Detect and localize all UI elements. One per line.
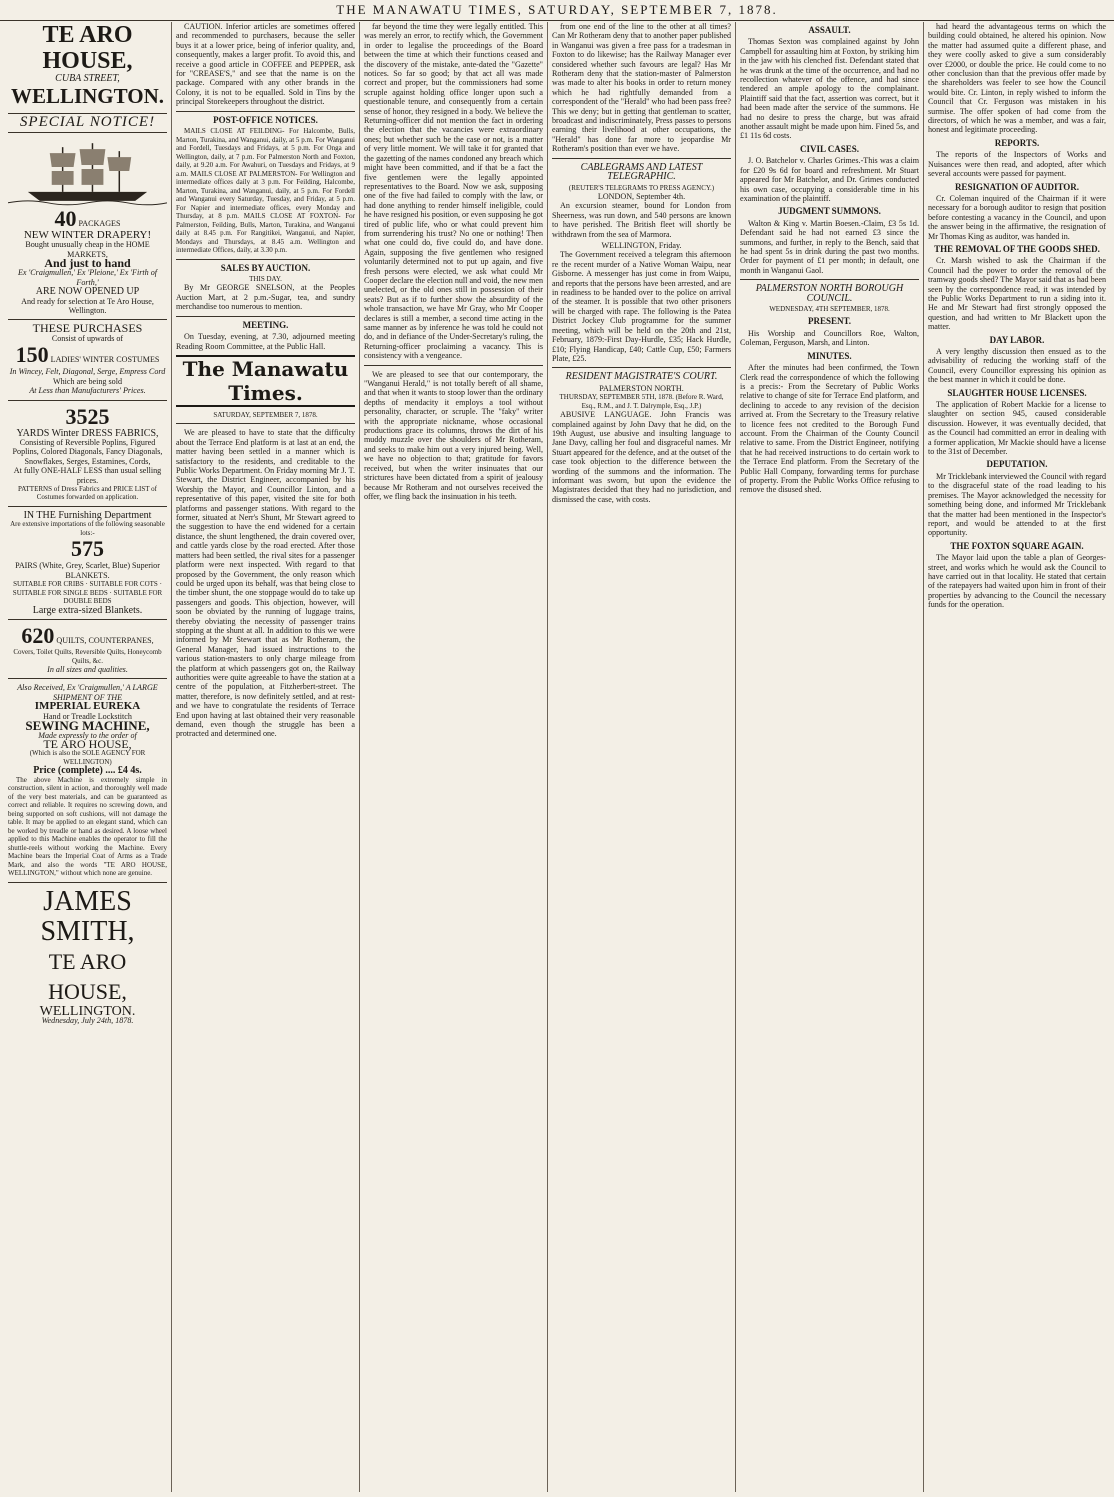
costumes-count: 150 <box>15 342 49 368</box>
half-price-text: At fully ONE-HALF LESS than usual selling prices. <box>13 466 162 485</box>
consisting-text: Consisting of Reversible Poplins, Figured Poplins, Colored Diagonals, Fancy Diagonals, Snowflakes, Serges, Estamines, Cords, <box>12 437 163 466</box>
page-masthead: THE MANAWATU TIMES, SATURDAY, SEPTEMBER 7, 1878. <box>0 0 1114 21</box>
council-title: PALMERSTON NORTH BOROUGH COUNCIL. <box>755 283 904 304</box>
hand-treadle: Hand or Treadle Lockstitch <box>43 711 132 721</box>
editorial-continued: far beyond the time they were legally entitled. This was merely an error, to rectify which, the Government in order to legalise the proceedings of the Board between the time at which their functions ceased and the discovery of the mistake, ante-dated the "Gazette" notices. So far so good; by that act all was made correct and proper, but the commissioners had some scruple against holding office longer upon such a questionable tenure, and consequently from a certain sense of honor, they resigned in a body. We believe the Returning-officer did not mention the fact in ordering the election that the vacancies were extraordinary ones; but whether such be the case or not, is a matter of very little moment. We will take it for granted that the gazetting of the names condoned any breach which might have been committed, and if that be a fact the five gentlemen were the legally appointed representatives to the Board. Now we ask, supposing one of the five had failed to comply with the law, or had done anything to render himself ineligible, could he have resigned his position, or even supposing he got tired of public life, who or what could prevent him from surrendering his trust? No one or nothing! Then what one could do, five could do, and have done. Again, supposing the five gentlemen who resigned voluntarily determined not to put up again, and five fresh persons were elected, we ask what could Mr Cooper declare the election null and void, the new men unelected, or the old ones still in possession of their seats? But as if to further show the absurdity of the whole transaction, we have Mr Gray, who Mr Cooper declares is still a member, a second time acting in the same manner as by inference he was told he could not do, and in defiance of the Under-Secretary's ruling, the Returning-officer proclaiming a vacancy. This is consistency with a vengeance. <box>364 22 543 361</box>
mail-times: MAILS CLOSE AT FEILDING- For Halcombe, Bulls, Marton, Turakina, and Wanganui, daily, at 5 p.m. For Wanganui and Fordell, Tuesdays and Fridays, at 5 p.m. For Onga and Wellington, daily, at 7 p.m. For Palmerston North and Foxton, daily, at 9.20 a.m. For Awahuri, on Tuesdays and Fridays, at 9 a.m. MAILS CLOSE AT PALMERSTON- For Wellington and intermediate offices daily at 3 p.m. For Feilding, Halcombe, Marton, Turakina, and Wanganui, daily, at 5 p.m. For Fordell and Wanganui every Saturday, Tuesday, and Friday, at 5 p.m. For Napier and intermediate offices, every Monday and Thursday, at 8 p.m. MAILS CLOSE AT FOXTON- For Palmerston, Feilding, Bulls, Marton, Turakina, and Wanganui daily at 8.45 p.m. For Rangitikei, Wanganui, and Napier, Mondays and Thursdays, at 8.45 a.m. Wellington and intermediate Offices, daily, at 3.30 p.m. <box>176 127 355 255</box>
assault-text: Thomas Sexton was complained against by John Campbell for assaulting him at Foxton, by striking him in the jaw with his clenched fist. Defendant stated that he was drunk at the time of the occurrence, and had no recollection whatever of the offence, and had since tendered an ample apology to the complainant. Plaintiff said that the fact, assertion was correct, but it had been made after the service of the summons. He had no desire to press the charge, but was afraid another assault might be made upon him. Fined 5s, and £1 11s 6d costs. <box>740 37 919 141</box>
cablegrams-sub: (REUTER'S TELEGRAMS TO PRESS AGENCY.) <box>568 183 715 192</box>
shed-text: Cr. Marsh wished to ask the Chairman if the Council had the power to order the removal of the tramway goods shed? The Mayor said that as had been seen by the correspondence read, it was intended by the Public Works Department to run a siding into it. He and Mr Stewart had first strongly opposed the question, and had written to Mr Blackett upon the matter. <box>928 256 1106 332</box>
paper-title: The Manawatu Times. <box>176 355 355 407</box>
quilts-count: 620 <box>21 623 55 649</box>
machine-description: The above Machine is extremely simple in construction, silent in action, and thoroughly well made of the very best materials, and can be guaranteed as correct and reliable. It requires no screwing down, and being supported on soft cushions, will not damage the table. It may be applied to an elegant stand, which can be worked by treadle or hand as desired. A loose wheel applied to this Machine enables the operator to fill the shuttle-reels without working the Machine. Every Machine bears the Imperial Coat of Arms as a Trade Mark, and also the words "TE ARO HOUSE, WELLINGTON," without which none are genuine. <box>8 775 167 878</box>
day-labor-text: A very lengthy discussion then ensued as to the advisability of reducing the working staff of the Council, every Councillor expressing his opinion as the best manner in which it could be done. <box>928 347 1106 385</box>
meeting-text: On Tuesday, evening, at 7.30, adjourned meeting Reading Room Committee, at the Public Hall. <box>176 332 355 351</box>
judgment-text: Walton & King v. Martin Boesen.-Claim, £3 5s 1d. Defendant said he had not earned £3 since the summons, and further, in reply to the Bench, said that he had spent 5s in drink during the past two months. Order for payment of £1 per month; in default, one month in Wanganui Gaol. <box>740 218 919 275</box>
column-editorial <box>360 22 548 1492</box>
reports-title: REPORTS. <box>994 137 1040 148</box>
column-telegraphic <box>548 22 736 1492</box>
rm-text: ABUSIVE LANGUAGE. John Francis was complained against by John Davy that he did, on the 19th August, use abusive and insulting language to Jane Davy, calling her foul and disgraceful names. Mr Stuart appeared for the defence, and at the outset of the case took objection to the difference between the wording of the summons and the information. The informant was sworn, but upon the evidence the Magistrates decided that they had no jurisdiction, and dismissed the case, with costs. <box>552 410 731 504</box>
suitable-list: SUITABLE FOR CRIBS · SUITABLE FOR COTS · SUITABLE FOR SINGLE BEDS · SUITABLE FOR DOUBLE BEDS <box>12 580 163 606</box>
tearo-house: TE ARO HOUSE, <box>43 736 132 751</box>
consist-text: Consist of upwards of <box>51 333 124 343</box>
present-label: PRESENT. <box>807 316 852 327</box>
sold-text: Which are being sold <box>53 376 122 386</box>
fabric-list: In Wincey, Felt, Diagonal, Serge, Empress Cord <box>9 367 166 377</box>
column-notices <box>172 22 360 1492</box>
column-advert <box>4 22 172 1492</box>
council-text: After the minutes had been confirmed, the Town Clerk read the correspondence of which the following is a precis:- From the Secretary of Public Works relative to change of site for Terrace End platform, and declining to accede to any revision of the decision arrived at. From the Secretary to the Treasury relative to licence fees not credited to the Borough Fund account. From the Chairman of the County Council relative to same. From the District Engineer, notifying that he had received instructions to do certain work to the Terrace End platform. From the Secretary of the Public Hall Company, forwarding terms for purchase of property. From the Public Works Office refusing to remove the disused shed. <box>740 363 919 495</box>
covers-text: Covers, Toilet Quilts, Reversible Quilts, Honeycomb Quilts, &c. <box>13 648 162 665</box>
reports-text: The reports of the Inspectors of Works and Nuisances were then read, and adopted, after which several accounts were passed for payment. <box>928 150 1106 179</box>
opened-up: ARE NOW OPENED UP <box>35 286 140 298</box>
owner-city: WELLINGTON. <box>39 1003 136 1019</box>
slaughter-text: The application of Robert Mackie for a license to slaughter on section 945, caused considerable discussion. However, it was eventually decided, that as the Council had committed an error in dealing with a former application, Mr Mackie should have a license to the 31st of December. <box>928 400 1106 457</box>
council-present: His Worship and Councillors Roe, Walton, Coleman, Ferguson, Marsh, and Linton. <box>740 328 919 348</box>
deputation-title: DEPUTATION. <box>986 459 1048 470</box>
yards-label: YARDS Winter DRESS FABRICS, <box>16 427 159 439</box>
sole-agency: (Which is also the SOLE AGENCY FOR WELLINGTON) <box>29 749 146 766</box>
store-name: TE ARO HOUSE, <box>42 22 133 74</box>
judgment-title: JUDGMENT SUMMONS. <box>778 206 881 217</box>
patterns-text: PATTERNS of Dress Fabrics and PRICE LIST of Costumes forwarded on application. <box>17 484 158 502</box>
yards-count: 3525 <box>65 403 110 429</box>
wellington-dateline: WELLINGTON, Friday. <box>601 241 682 251</box>
sales-text: By Mr GEORGE SNELSON, at the Peoples Auction Mart, at 2 p.m.-Sugar, tea, and sundry merchandise too numerous to mention. <box>176 283 355 312</box>
just-to-hand: And just to hand <box>44 256 131 271</box>
council-continued: had heard the advantageous terms on which the building could obtained, he altered his opinion. Now the matter had assumed quite a different phase, and they were coolly asked to give a sum considerably over £2000, or double the price. He could come to no other conclusion than that the previous offer made by the shareholders was feeler to see how the Council would bite. Cr. Linton, in reply wished to inform the Council that Cr. Ferguson was mistaken in his surmise. The offer spoken of had come from the directors, of which he was a member, and was a fair, honest and legitimate proceeding. <box>928 22 1106 135</box>
columns <box>4 22 1110 1492</box>
post-office-title: POST-OFFICE NOTICES. <box>213 114 318 125</box>
editorial-herald: We are pleased to see that our contemporary, the "Wanganui Herald," is not totally bereft of all shame, and that when it wants to stoop lower than the ordinary depths of mendacity it employs a tool without personality, character, or scruple. The "faky" writer with the appropriate nickname, whose occasional productions grace its columns, throws the dirt of his muddy muzzle over the shoulders of Mr Rotheram, and seeks to make him out a very injured being. Well, we have no objection to that; gratitude for favors received, but when the writer insinuates that our strictures have been dictated from a spirit of jealousy because Mr Rotheram and not ourselves received the offer, we fling back the insinuation in his teeth. <box>364 369 543 501</box>
special-notice: SPECIAL NOTICE! <box>19 114 156 131</box>
cable-text: An excursion steamer, bound for London from Sheerness, was run down, and 540 persons are known to have perished. The British fleet will shortly be withdrawn from the sea of Marmora. <box>552 201 731 239</box>
blankets-label: PAIRS (White, Grey, Scarlet, Blue) Superior BLANKETS. <box>15 561 160 580</box>
extra-blankets: Large extra-sized Blankets. <box>32 604 143 616</box>
owner-name: JAMES SMITH, <box>40 885 135 947</box>
ship-icon <box>8 137 167 207</box>
street: CUBA STREET, <box>55 73 120 84</box>
caution-notice: CAUTION. Inferior articles are sometimes offered and recommended to purchasers, because the seller buys it at a lower price, being of inferior quality, and, consequently, makes a larger profit. To avoid this, and receive a good article in COFFEE and PEPPER, ask for "CREASE'S," and see that the name is on the package. Compared with any other brands in the Colony, it is not to be equalled. Sold in Tins by the principal Storekeepers throughout the district. <box>176 22 355 107</box>
packages-count: 40 <box>54 205 77 231</box>
wellington-text: The Government received a telegram this afternoon re the recent murder of a Native Woman Waipu, near Gisborne. A messenger has just come in from Waipu, and reports that the persons have been arrested, and are in readiness to be handed over to the police on arrival of the steamer. It is possible that two other prisoners will be charged with rape. The following is the Patea District Jockey Club programme for the summer meeting, which will be held on the 20th and 21st, February, 1879:-First Day-Hurdle, £35; Hack Hurdle, £10; Flying Handicap, £40; Cattle Cup, £50; Farmers Plate, £25. <box>552 250 731 363</box>
meeting-title: MEETING. <box>242 319 289 330</box>
column-court <box>736 22 924 1492</box>
received-text: Also Received, Ex 'Craigmullen,' A LARGE SHIPMENT OF THE <box>17 683 158 702</box>
civil-title: CIVIL CASES. <box>799 143 860 154</box>
shed-title: THE REMOVAL OF THE GOODS SHED. <box>934 243 1100 254</box>
pairs-count: 575 <box>71 536 104 562</box>
machine-price: Price (complete) .... £4 4s. <box>33 765 142 777</box>
cablegrams-title: CABLEGRAMS AND LATEST TELEGRAPHIC. <box>580 161 703 183</box>
ready-text: And ready for selection at Te Aro House, Wellington. <box>21 296 154 316</box>
square-text: The Mayor laid upon the table a plan of Georges-street, and works which he would ask the Council to have carried out in that locality. He stated that certain of the ratepayers had waited upon him in front of their properties by advancing to the Council the necessary funds for the operation. <box>928 553 1106 610</box>
advert-date: Wednesday, July 24th, 1878. <box>41 1016 134 1026</box>
rm-court-title: RESIDENT MAGISTRATE'S COURT. <box>565 371 718 383</box>
square-title: THE FOXTON SQUARE AGAIN. <box>950 540 1084 551</box>
day-labor-title: DAY LABOR. <box>989 334 1045 345</box>
london-dateline: LONDON, September 4th. <box>597 192 686 201</box>
column-council <box>924 22 1110 1492</box>
made-for: Made expressly to the order of <box>38 730 137 740</box>
paper-date: SATURDAY, SEPTEMBER 7, 1878. <box>213 410 318 419</box>
auditor-title: RESIGNATION OF AUDITOR. <box>954 181 1080 192</box>
council-date: WEDNESDAY, 4TH SEPTEMBER, 1878. <box>769 304 890 313</box>
owner-house: TE ARO HOUSE, <box>48 948 127 1004</box>
sewing-machine: SEWING MACHINE, <box>25 718 150 734</box>
imperial-eureka: IMPERIAL EUREKA <box>34 700 141 713</box>
rotheram-text: from one end of the line to the other at all times? Can Mr Rotheram deny that to another paper published in Wanganui was given a free pass for a tradesman in Foxton to do likewise; has the Railway Manager ever considered whether such favours are legal? Has Mr Rotheram deny that the station-master of Palmerston was made to alter his books in order to return money which he had rightfully demanded from a correspondent of the "Herald" who had been pass free? This we deny; but in getting that gentleman to scatter, broadcast and indiscriminately, Press passes to persons earning their livelihood at other occupations, the "Herald" has done far more to jeopardise Mr Rotheram's position than ever we have. <box>552 22 731 154</box>
assault-title: ASSAULT. <box>808 25 851 35</box>
costumes-label: LADIES' WINTER COSTUMES <box>50 355 160 365</box>
slaughter-title: SLAUGHTER HOUSE LICENSES. <box>947 387 1087 398</box>
furnishing-sub: Are extensive importations of the following seasonable lots:- <box>10 520 165 537</box>
purchases-heading: THESE PURCHASES <box>32 321 143 336</box>
city: WELLINGTON. <box>10 84 165 109</box>
civil-text: J. O. Batchelor v. Charles Grimes.-This was a claim for £20 9s 6d for board and refreshment. Mr Stuart appeared for Mr Batchelor, and Dr. Grimes conducted his own case, occupying a considerable time in his examination of the plaintiff. <box>740 156 919 203</box>
prices-text: At Less than Manufacturers' Prices. <box>29 386 146 396</box>
winter-drapery: NEW WINTER DRAPERY! <box>23 228 152 241</box>
sales-title: SALES BY AUCTION. <box>220 262 311 273</box>
editorial-text: We are pleased to have to state that the difficulty about the Terrace End platform is at last at an end, the matter having been settled in a manner which is satisfactory to the residents, and creditable to the Public Works Department. On Friday morning Mr J. T. Stewart, the District Engineer, accompanied by his Worship the Mayor, and Councillor Linton, and a representative of this paper, visited the site for both platforms and passenger stations. With regard to the former, situated at Nerr's Shunt, Mr Stewart agreed to the suggestion to have the end widened for a certain distance, the shunt lengthened, the drain covered over, and cattle yards close by the road erected. After those matters had been settled, the rival sites for a passenger platform were next inspected. With regard to that proposed by the Government, the only reason which could be urged upon its behalf, was that being close to the timber shunt, the one stoppage would do to take up passengers and goods. This objection, however, will soon be obviated by the running of luggage trains, thereby obviating the necessity of passenger trains stopping at the shunt at all. In addition to this we were informed by Mr Stewart that as Mr Rotheram, the General Manager, had issued instructions to the various station-masters to only charge mileage from the platform at which passengers got on, the Railway authorities were quite agreeable to have the station at a centre of the population, at Fitzherbert-street. The matter, therefore, is now definitely settled, and at rest-and we have to congratulate the residents of Terrace End upon having at last obtained their very reasonable demand, even though the struggle has been a protracted and determined one. <box>176 428 355 739</box>
quilts-label: QUILTS, COUNTERPANES, <box>56 636 154 646</box>
bought-text: Bought unusually cheap in the HOME MARKETS, <box>25 240 150 259</box>
rm-date: THURSDAY, SEPTEMBER 5TH, 1878. (Before R. Ward, Esq., R.M., and J. T. Dalrymple, Esq., J.P.) <box>559 393 724 410</box>
sales-day: THIS DAY. <box>249 274 282 283</box>
deputation-text: Mr Tricklebank interviewed the Council with regard to the disgraceful state of the road leading to his premises. The Mayor acknowledged the necessity for something being done, and informed Mr Tricklebank that the matter had been mentioned in the Inspector's report, and would be attended to at the first opportunity. <box>928 471 1106 538</box>
rm-place: PALMERSTON NORTH. <box>599 383 684 393</box>
packages-label: PACKAGES <box>78 218 121 228</box>
auditor-text: Cr. Coleman inquired of the Chairman if it were necessary for a borough auditor to resign that position before contesting a vacancy in the Council, and upon the answer being in the affirmative, the resignation of Mr Thomas King as auditor, was handed in. <box>928 193 1106 241</box>
furnishing-heading: IN THE Furnishing Department <box>23 509 152 521</box>
minutes-label: MINUTES. <box>807 350 852 361</box>
ships-list: Ex 'Craigmullen,' Ex 'Pleione,' Ex 'Firth of Forth,' <box>17 268 158 287</box>
sizes-text: In all sizes and qualities. <box>47 665 128 675</box>
